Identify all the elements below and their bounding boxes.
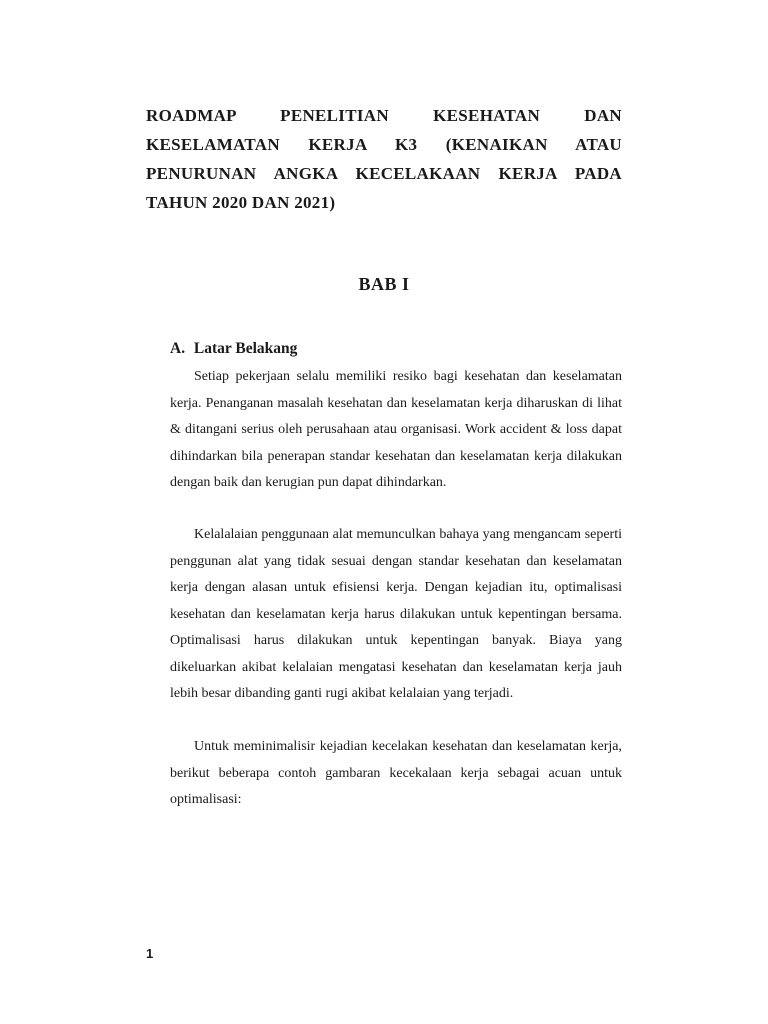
body-paragraph: Setiap pekerjaan selalu memiliki resiko bagi kesehatan dan keselamatan kerja. Penanganan masalah kesehatan dan keselamatan kerja diharuskan di lihat & ditangani serius oleh perusahaan atau organisasi. Work accident & loss dapat dihindarkan bila penerapan standar kesehatan dan keselamatan kerja dilakukan dengan baik dan kerugian pun dapat dihindarkan. (170, 369, 622, 490)
section-number: A. (170, 340, 186, 357)
page-number: 1 (146, 946, 154, 961)
title-line: PENURUNAN ANGKA KECELAKAAN KERJA PADA (146, 164, 622, 183)
title-line: ROADMAP PENELITIAN KESEHATAN DAN (146, 106, 622, 125)
section-heading (170, 340, 297, 358)
body-paragraph: Kelalalaian penggunaan alat memunculkan bahaya yang mengancam seperti penggunan alat yang tidak sesuai dengan standar kesehatan dan keselamatan kerja dengan alasan untuk efisiensi kerja. Dengan kejadian itu, optimalisasi kesehatan dan keselamatan kerja harus dilakukan untuk kepentingan bersama. Optimalisasi harus dilakukan untuk kepentingan banyak. Biaya yang dikeluarkan akibat kelalaian mengatasi kesehatan dan keselamatan kerja jauh lebih besar dibanding ganti rugi akibat kelalaian yang terjadi. (170, 527, 622, 701)
body-paragraph: Untuk meminimalisir kejadian kecelakan kesehatan dan keselamatan kerja, berikut beberapa contoh gambaran kecekalaan kerja sebagai acuan untuk optimalisasi: (170, 739, 622, 807)
document-title (146, 101, 622, 217)
section-title: Latar Belakang (193, 340, 298, 357)
title-line: KESELAMATAN KERJA K3 (KENAIKAN ATAU (146, 135, 622, 154)
title-line: TAHUN 2020 DAN 2021) (146, 193, 336, 212)
chapter-heading: BAB I (358, 274, 410, 294)
